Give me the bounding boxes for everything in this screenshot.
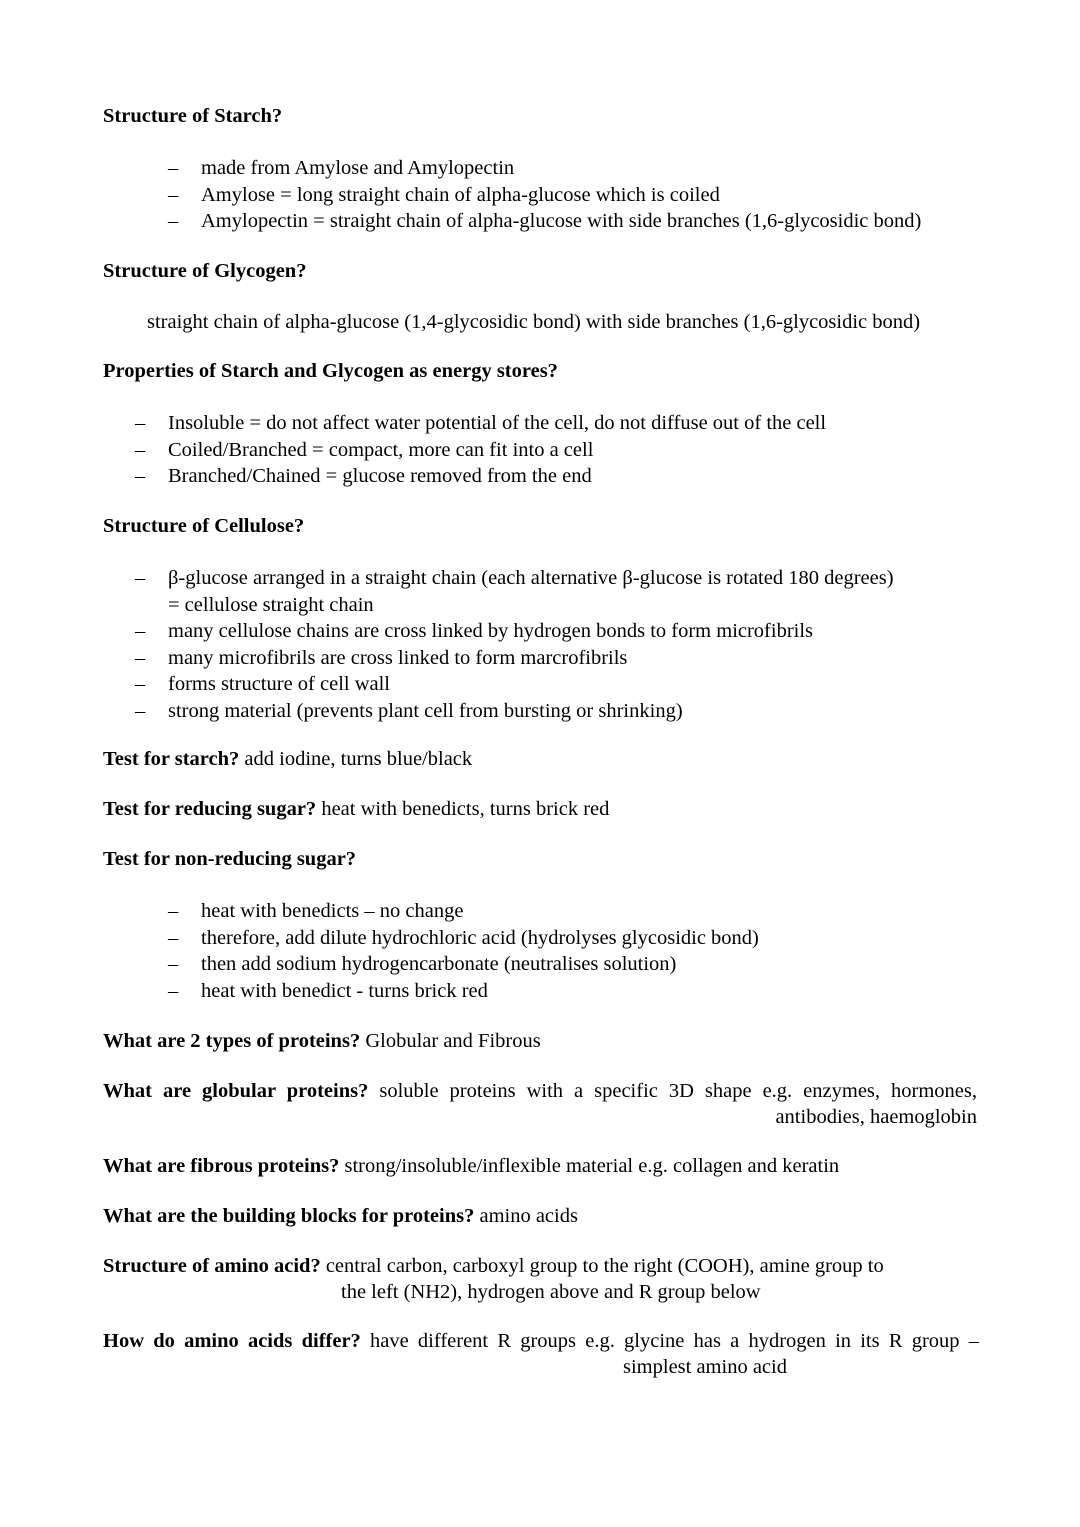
heading-properties: Properties of Starch and Glycogen as energy stores? [103,360,558,382]
list-item: – Amylose = long straight chain of alpha-glucose which is coiled [168,183,720,206]
glycogen-text: straight chain of alpha-glucose (1,4-glycosidic bond) with side branches (1,6-glycosidic bond) [147,311,921,333]
cellulose-list [135,565,894,724]
list-item: – forms structure of cell wall [135,673,391,695]
qa-test-starch: Test for starch? add iodine, turns blue/black [103,748,473,770]
list-item: – heat with benedicts – no change [168,900,464,922]
list-item: – Coiled/Branched = compact, more can fit into a cell [135,438,594,461]
list-item: – many cellulose chains are cross linked by hydrogen bonds to form microfibrils [135,620,814,642]
list-item: – Branched/Chained = glucose removed from the end [135,465,592,487]
heading-glycogen: Structure of Glycogen? [103,260,307,282]
qa-amino-structure: Structure of amino acid? central carbon, carboxyl group to the right (COOH), amine group to the left (NH2), hydrogen above and R group below [103,1255,884,1303]
list-item: – Amylopectin = straight chain of alpha-glucose with side branches (1,6-glycosidic bond) [168,210,922,232]
qa-fibrous: What are fibrous proteins? strong/insoluble/inflexible material e.g. collagen and keratin [103,1155,840,1177]
heading-starch: Structure of Starch? [103,105,283,127]
qa-amino-differ: How do amino acids differ? have different R groups e.g. glycine has a hydrogen in its R group – simplest amino acid [103,1330,979,1378]
qa-test-reducing: Test for reducing sugar? heat with benedicts, turns brick red [103,798,610,820]
heading-non-reducing: Test for non-reducing sugar? [103,848,357,870]
list-item: – heat with benedict - turns brick red [168,979,488,1002]
list-item: – Insoluble = do not affect water potential of the cell, do not diffuse out of the cell [135,412,827,434]
non-reducing-list [168,898,759,1004]
list-item: – made from Amylose and Amylopectin [168,157,515,179]
qa-protein-types: What are 2 types of proteins? Globular and Fibrous [103,1030,541,1052]
list-item: – strong material (prevents plant cell from bursting or shrinking) [135,699,683,722]
list-item: – many microfibrils are cross linked to form marcrofibrils [135,646,628,669]
list-item: – β-glucose arranged in a straight chain (each alternative β-glucose is rotated 180 degrees) = cellulose straight chain [135,567,894,616]
list-item: – therefore, add dilute hydrochloric acid (hydrolyses glycosidic bond) [168,926,759,949]
list-item: – then add sodium hydrogencarbonate (neutralises solution) [168,953,677,975]
properties-list [135,410,827,490]
starch-list [168,155,922,235]
qa-globular: What are globular proteins? soluble proteins with a specific 3D shape e.g. enzymes, hormones, antibodies, haemoglobin [103,1080,977,1128]
qa-building-blocks: What are the building blocks for proteins? amino acids [103,1205,578,1227]
heading-cellulose: Structure of Cellulose? [103,515,305,537]
